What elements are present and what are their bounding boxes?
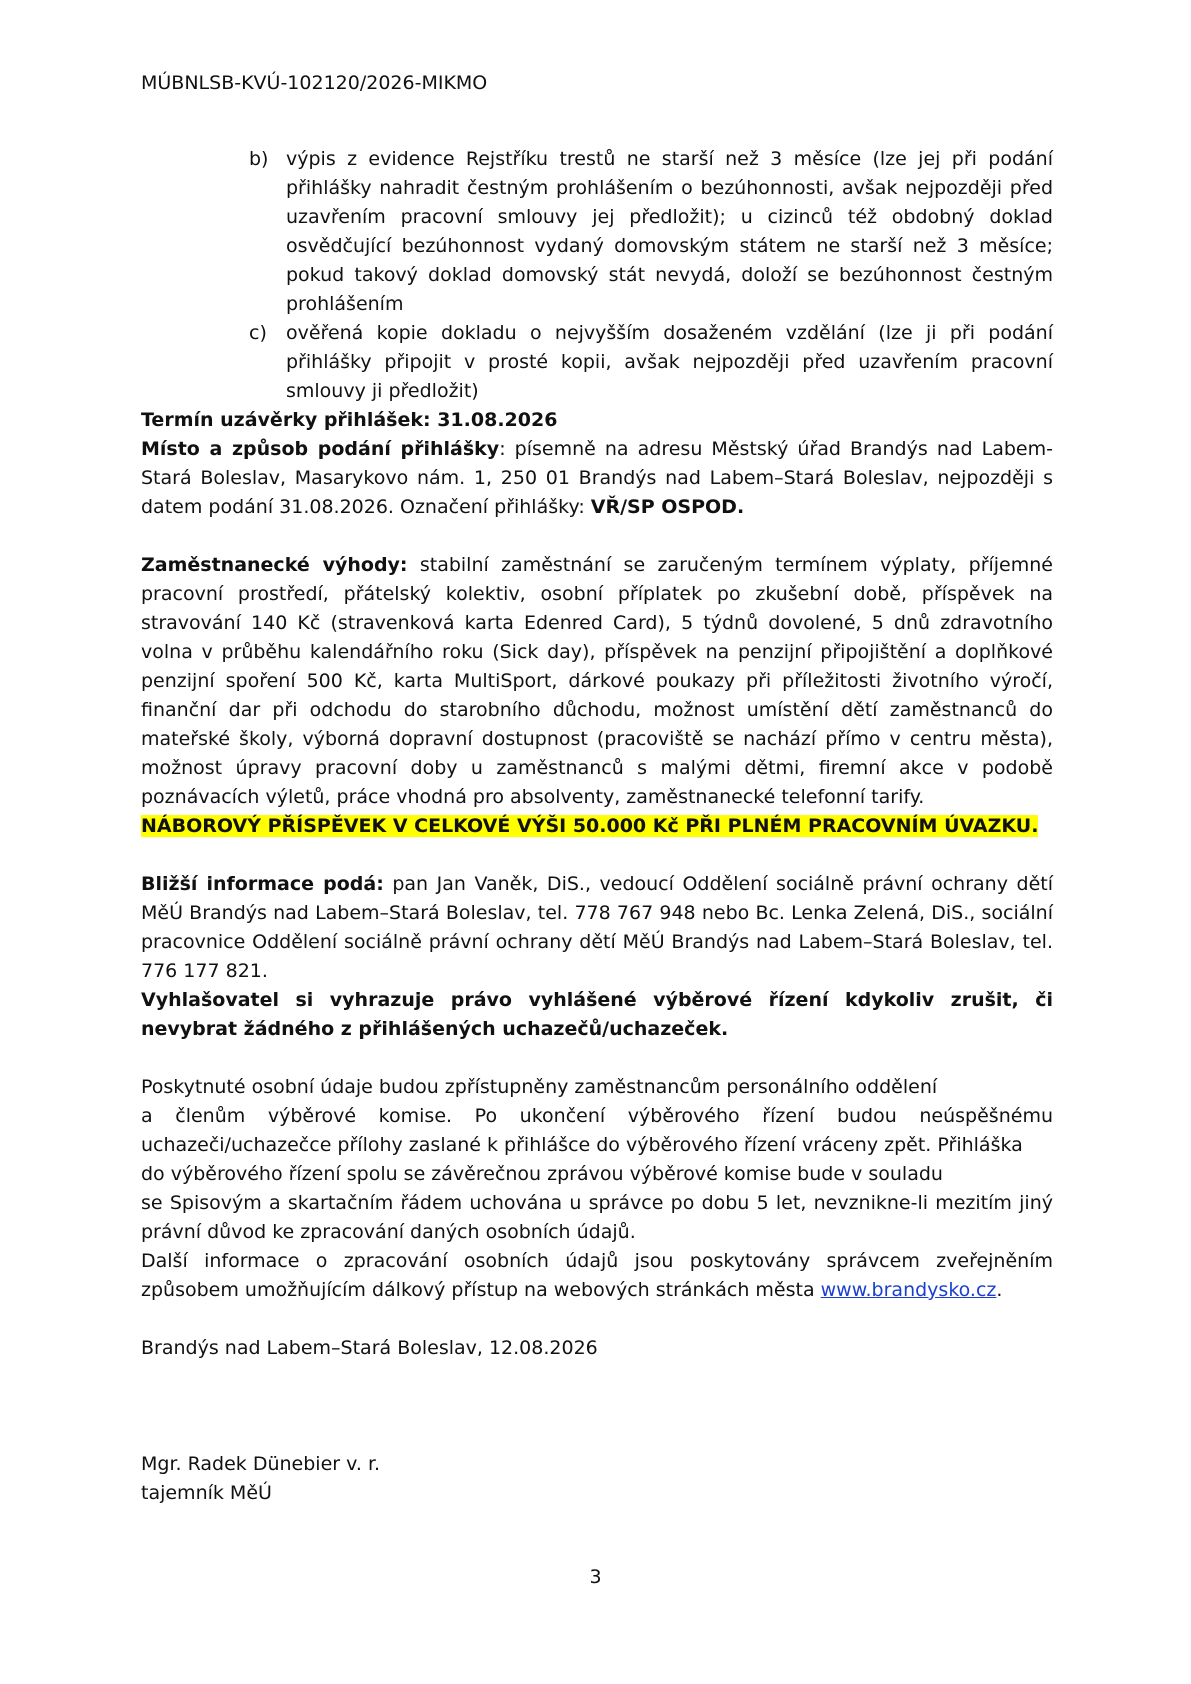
submission-code: VŘ/SP OSPOD. <box>590 496 745 518</box>
spacer <box>141 1421 1053 1450</box>
benefits-paragraph <box>141 551 1053 812</box>
list-item-text: ověřená kopie dokladu o nejvyšším dosaženém vzdělání (lze ji při podání přihlášky připojit v prosté kopii, avšak nejpozději před uzavřením pracovní smlouvy ji předložit) <box>286 322 1053 402</box>
document-body <box>141 145 1053 1508</box>
reservation-paragraph: Vyhlašovatel si vyhrazuje právo vyhlášené výběrové řízení kdykoliv zrušit, či nevybrat žádného z přihlášených uchazečů/uchazeček. <box>141 989 1053 1040</box>
privacy-line-1: Poskytnuté osobní údaje budou zpřístupněny zaměstnancům personálního oddělení <box>141 1076 938 1098</box>
website-link[interactable]: www.brandysko.cz <box>820 1279 997 1301</box>
spacer <box>141 522 1053 551</box>
spacer <box>141 1305 1053 1334</box>
list-item-text: výpis z evidence Rejstříku trestů ne starší než 3 měsíce (lze jej při podání přihlášky nahradit čestným prohlášením o bezúhonnosti, avšak nejpozději před uzavřením pracovní smlouvy jej předložit); u cizinců též obdobný doklad osvědčující bezúhonnost vydaný domovským státem ne starší než 3 měsíce; pokud takový doklad domovský stát nevydá, doloží se bezúhonnost čestným prohlášením <box>286 148 1053 315</box>
privacy-paragraph-3-text: Další informace o zpracování osobních údajů jsou poskytovány správcem zveřejněním způsobem umožňujícím dálkový přístup na webových stránkách města <box>141 1250 1053 1301</box>
contact-text: pan Jan Vaněk, DiS., vedoucí Oddělení sociálně právní ochrany dětí MěÚ Brandýs nad Labem–Stará Boleslav, tel. 778 767 948 nebo Bc. Lenka Zelená, DiS., sociální pracovnice Oddělení sociálně právní ochrany dětí MěÚ Brandýs nad Labem–Stará Boleslav, tel. 776 177 821. <box>141 873 1053 982</box>
deadline: Termín uzávěrky přihlášek: 31.08.2026 <box>141 409 558 431</box>
privacy-paragraph-1: a členům výběrové komise. Po ukončení výběrového řízení budou neúspěšnému uchazeči/uchazečce přílohy zaslané k přihlášce do výběrového řízení vráceny zpět. Přihláška <box>141 1105 1053 1156</box>
list-marker: b) <box>249 148 269 170</box>
spacer <box>141 1044 1053 1073</box>
spacer <box>141 841 1053 870</box>
submission-text: : písemně na adresu Městský úřad Brandýs nad Labem-Stará Boleslav, Masarykovo nám. 1, 250 01 Brandýs nad Labem–Stará Boleslav, nejpozději s datem podání 31.08.2026. Označení přihlášky: <box>141 438 1053 518</box>
requirements-list <box>141 145 1053 406</box>
benefits-label: Zaměstnanecké výhody: <box>141 554 408 576</box>
spacer <box>141 1363 1053 1392</box>
privacy-paragraph-3 <box>141 1247 1053 1305</box>
signature-name: Mgr. Radek Dünebier v. r. <box>141 1453 381 1475</box>
recruitment-bonus-highlight: NÁBOROVÝ PŘÍSPĚVEK V CELKOVÉ VÝŠI 50.000 Kč PŘI PLNÉM PRACOVNÍM ÚVAZKU. <box>141 815 1039 837</box>
signature-title: tajemník MěÚ <box>141 1482 272 1504</box>
submission-paragraph <box>141 435 1053 522</box>
page-number: 3 <box>589 1566 602 1588</box>
list-item <box>141 145 1053 319</box>
privacy-line-2: do výběrového řízení spolu se závěrečnou zprávou výběrové komise bude v souladu <box>141 1163 943 1185</box>
link-suffix: . <box>996 1279 1003 1301</box>
recruitment-bonus <box>141 812 1053 841</box>
benefits-text: stabilní zaměstnání se zaručeným termínem výplaty, příjemné pracovní prostředí, přátelský kolektiv, osobní příplatek po zkušební době, příspěvek na stravování 140 Kč (stravenková karta Edenred Card), 5 týdnů dovolené, 5 dnů zdravotního volna v průběhu kalendářního roku (Sick day), příspěvek na penzijní připojištění a doplňkové penzijní spoření 500 Kč, karta MultiSport, dárkové poukazy při příležitosti životního výročí, finanční dar při odchodu do starobního důchodu, možnost umístění dětí zaměstnanců do mateřské školy, výborná dopravní dostupnost (pracoviště se nachází přímo v centru města), možnost úpravy pracovní doby u zaměstnanců s malými dětmi, firemní akce v podobě poznávacích výletů, práce vhodná pro absolventy, zaměstnanecké telefonní tarify. <box>141 554 1053 808</box>
contact-label: Bližší informace podá: <box>141 873 384 895</box>
contact-paragraph <box>141 870 1053 986</box>
submission-label: Místo a způsob podání přihlášky <box>141 438 500 460</box>
reference-number: MÚBNLSB-KVÚ-102120/2026-MIKMO <box>141 72 488 94</box>
spacer <box>141 1392 1053 1421</box>
place-date: Brandýs nad Labem–Stará Boleslav, 12.08.2026 <box>141 1337 598 1359</box>
list-item <box>141 319 1053 406</box>
list-marker: c) <box>249 322 267 344</box>
privacy-paragraph-2: se Spisovým a skartačním řádem uchována u správce po dobu 5 let, nevznikne-li mezitím jiný právní důvod ke zpracování daných osobních údajů. <box>141 1192 1053 1243</box>
